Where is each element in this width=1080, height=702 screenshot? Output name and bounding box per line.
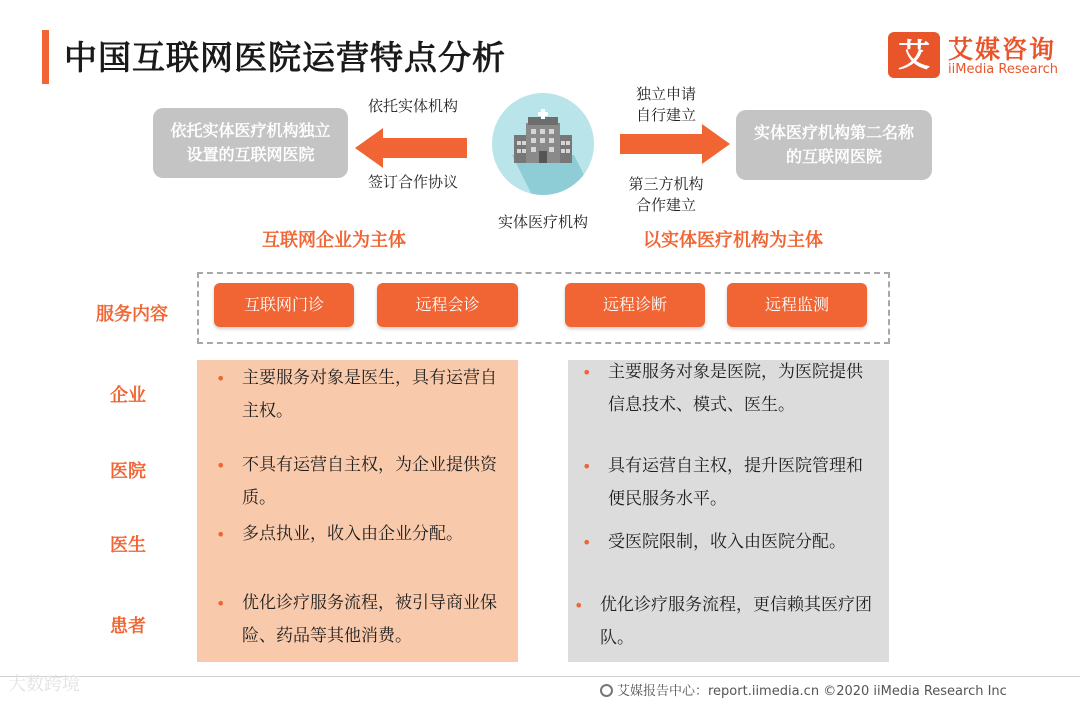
hospital-building-icon: [492, 93, 594, 195]
bullet-icon: •: [216, 369, 226, 388]
list-item: [216, 449, 512, 515]
bullet-icon: •: [574, 596, 584, 615]
bullet-icon: •: [582, 363, 592, 382]
footer-text: 艾媒报告中心：report.iimedia.cn ©2020 iiMedia Research Inc: [617, 684, 1007, 699]
left-bullet-doctor: 多点执业，收入由企业分配。: [242, 524, 463, 544]
logo-name-en: iiMedia Research: [948, 62, 1059, 77]
bullet-icon: •: [216, 594, 226, 613]
arrow-right-icon: [620, 124, 730, 164]
right-bullet-hospital: 具有运营自主权，提升医院管理和便民服务水平。: [608, 456, 863, 509]
bullet-icon: •: [216, 525, 226, 544]
row-label-doctor: 医生: [110, 535, 146, 556]
left-bullet-enterprise: 主要服务对象是医生，具有运营自主权。: [242, 368, 497, 421]
list-item: [216, 587, 512, 653]
right-arrow-bottom-label: 第三方机构 合作建立: [628, 175, 704, 214]
logo-mark: 艾: [888, 32, 940, 78]
list-item: [216, 362, 512, 428]
right-arrow-top-label: 独立申请 自行建立: [635, 85, 696, 124]
standalone-internet-hospital-box: 依托实体医疗机构独立设置的互联网医院: [153, 108, 348, 178]
internet-enterprise-heading: 互联网企业为主体: [262, 230, 406, 251]
arrow-left-icon: [355, 128, 467, 168]
right-bullet-doctor: 受医院限制，收入由医院分配。: [608, 532, 846, 552]
service-content-label: 服务内容: [96, 304, 168, 325]
row-label-hospital: 医院: [110, 461, 146, 482]
list-item: [574, 589, 878, 655]
list-item: [216, 518, 512, 551]
logo-name-cn: 艾媒咨询: [948, 35, 1057, 64]
bullet-icon: •: [216, 456, 226, 475]
left-arrow-bottom-label: 签订合作协议: [367, 173, 458, 191]
list-item: [582, 526, 888, 559]
left-bullet-hospital: 不具有运营自主权，为企业提供资质。: [242, 455, 497, 508]
title-accent-bar: [42, 30, 49, 84]
watermark: 大数跨境: [8, 674, 80, 695]
row-label-enterprise: 企业: [110, 385, 146, 406]
service-remote-consultation: 远程会诊: [377, 283, 518, 327]
row-label-patient: 患者: [110, 616, 146, 637]
right-bullet-patient: 优化诊疗服务流程，更信赖其医疗团队。: [600, 595, 872, 648]
right-bullet-enterprise: 主要服务对象是医院，为医院提供信息技术、模式、医生。: [608, 362, 863, 415]
left-arrow-top-label: 依托实体机构: [367, 97, 458, 115]
list-item: [582, 356, 878, 422]
service-online-clinic: 互联网门诊: [214, 283, 354, 327]
left-bullet-patient: 优化诊疗服务流程，被引导商业保险、药品等其他消费。: [242, 593, 497, 646]
globe-icon: [600, 684, 613, 697]
page-title: 中国互联网医院运营特点分析: [64, 38, 506, 77]
footer-credit: [600, 680, 1007, 699]
brand-logo: [886, 30, 1064, 82]
second-name-internet-hospital-box: 实体医疗机构第二名称的互联网医院: [736, 110, 932, 180]
service-remote-diagnosis: 远程诊断: [565, 283, 705, 327]
hospital-center-label: 实体医疗机构: [497, 213, 588, 231]
bullet-icon: •: [582, 533, 592, 552]
list-item: [582, 450, 878, 516]
service-remote-monitoring: 远程监测: [727, 283, 867, 327]
bullet-icon: •: [582, 457, 592, 476]
footer-divider: [0, 676, 1080, 677]
medical-institution-heading: 以实体医疗机构为主体: [643, 230, 823, 251]
